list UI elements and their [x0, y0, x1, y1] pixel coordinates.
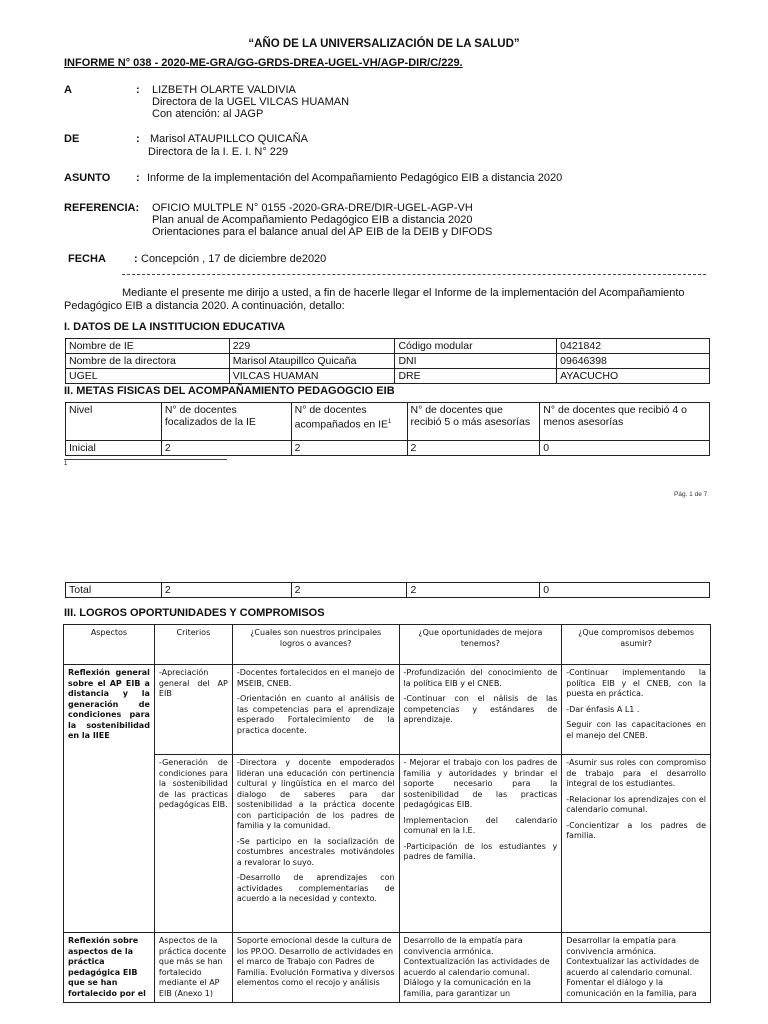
aspect-cell: Reflexión general sobre el AP EIB a distancia y la generación de condiciones para la sostenibilidad en la IIEE: [64, 665, 155, 933]
table-cell: 0421842: [557, 339, 710, 354]
table-row: [64, 665, 711, 755]
table-header-row: [66, 403, 710, 441]
compromisos-item: -Continuar implementando la política EIB y el CNEB, con la puesta en práctica.: [566, 668, 706, 698]
table-cell: 0: [540, 583, 710, 598]
metas-total-table: [65, 582, 710, 598]
logros-cell: Soporte emocional desde la cultura de los PP.OO. Desarrollo de actividades en el marco de Trabajo con Padres de Familia. Evolución Formativa y diversos elementos como el recojo y análisis: [232, 933, 399, 1003]
column-header: ¿Que oportunidades de mejora tenemos?: [399, 625, 562, 665]
table-cell: DNI: [395, 354, 557, 369]
table-cell: 2: [407, 583, 540, 598]
table-cell: AYACUCHO: [557, 369, 710, 384]
column-header: Nivel: [66, 403, 162, 441]
compromisos-cell: Desarrollar la empatía para convivencia armónica. Contextualizar las actividades de acuerdo al calendario comunal. Fomentar el diálogo y la comunicación en la familia, para: [562, 933, 711, 1003]
date-text: Concepción , 17 de diciembre de2020: [141, 253, 327, 265]
criterio-cell: -Apreciación general del AP EIB: [154, 665, 232, 755]
subject-colon: :: [136, 172, 140, 184]
to-label: A: [64, 84, 72, 96]
logros-item: -Directora y docente empoderados lideran una educación con pertinencia cultural y lingüística en el marco del dialogo de saberes para dar sostenibilidad a la práctica docente con participación de los padres de familia y la comunidad.: [236, 758, 395, 830]
table-cell: Nombre de IE: [66, 339, 230, 354]
logros-item: -Orientación en cuanto al análisis de las competencias para el aprendizaje esperado Fortalecimiento de la practica docente.: [236, 694, 395, 735]
table-row: [66, 441, 710, 456]
table-cell: 2: [161, 441, 291, 456]
compromisos-cell: [562, 665, 711, 755]
oportunidades-cell: [399, 755, 562, 933]
metas-table: [65, 402, 710, 456]
section-2-title: II. METAS FISICAS DEL ACOMPAÑAMIENTO PEDAGOGCIO EIB: [64, 385, 395, 397]
page-number: Pág. 1 de 7: [674, 491, 708, 498]
oportunidades-cell: Desarrollo de la empatía para convivencia armónica. Contextualización las actividades de acuerdo al calendario comunal. Diálogo y la comunicación en la familia, para garantizar un: [399, 933, 562, 1003]
oportunidades-item: -Profundización del conocimiento de la política EIB y el CNEB.: [403, 668, 558, 688]
to-colon: :: [136, 84, 140, 96]
logros-item: -Docentes fortalecidos en el manejo de MSEIB, CNEB.: [236, 668, 395, 688]
logros-table-viewport: [63, 624, 713, 1024]
table-cell: 229: [229, 339, 395, 354]
column-header: Criterios: [154, 625, 232, 665]
table-row: [66, 583, 710, 598]
table-cell: Marisol Ataupillco Quicaña: [229, 354, 395, 369]
from-label: DE: [64, 133, 80, 145]
subject-text: Informe de la implementación del Acompañamiento Pedagógico EIB a distancia 2020: [147, 172, 563, 184]
table-cell: Código modular: [395, 339, 557, 354]
section-3-title: III. LOGROS OPORTUNIDADES Y COMPROMISOS: [64, 607, 325, 619]
aspect-cell: Reflexión sobre aspectos de la práctica pedagógica EIB que se han fortalecido por el: [64, 933, 155, 1003]
footnote-mark: 1: [64, 461, 68, 467]
oportunidades-item: -Participación de los estudiantes y padres de familia.: [403, 841, 558, 861]
logros-cell: [232, 755, 399, 933]
table-cell: Inicial: [66, 441, 162, 456]
column-header: N° de docentes focalizados de la IE: [161, 403, 291, 441]
table-cell: 2: [291, 441, 407, 456]
footnote-ref: 1: [388, 419, 392, 425]
to-attention: Con atención: al JAGP: [152, 108, 264, 120]
reference-line-1: OFICIO MULTPLE N° 0155 -2020-GRA-DRE/DIR-UGEL-AGP-VH: [152, 202, 473, 214]
table-cell: VILCAS HUAMAN: [229, 369, 395, 384]
date-label: FECHA: [68, 253, 106, 265]
to-name: LIZBETH OLARTE VALDIVIA: [152, 84, 296, 96]
footnote-rule: [64, 459, 227, 460]
column-header: ¿Que compromisos debemos asumir?: [562, 625, 711, 665]
to-role: Directora de la UGEL VILCAS HUAMAN: [152, 96, 350, 108]
oportunidades-item: - Mejorar el trabajo con los padres de familia y autoridades y brindar el soporte necesario para la sostenibilidad de las practicas pedagógicas EIB.: [403, 758, 558, 809]
table-cell: 2: [161, 583, 291, 598]
table-row: [66, 369, 710, 384]
column-header-text: N° de docentes acompañados en IE: [294, 404, 389, 431]
table-row: [66, 339, 710, 354]
logros-item: -Se participo en la socialización de costumbres ancestrales motivándoles a revalorar lo suyo.: [236, 836, 395, 867]
criterio-cell: Aspectos de la práctica docente que más se han fortalecido mediante el AP EIB (Anexo 1): [154, 933, 232, 1003]
from-colon: :: [136, 133, 140, 145]
document-motto: “AÑO DE LA UNIVERSALIZACIÓN DE LA SALUD”: [248, 38, 520, 50]
table-cell: DRE: [395, 369, 557, 384]
intro-line-1: Mediante el presente me dirijo a usted, a fin de hacerle llegar el Informe de la implementación del Acompañamiento: [122, 287, 685, 299]
table-cell: Nombre de la directora: [66, 354, 230, 369]
compromisos-item: -Relacionar los aprendizajes con el calendario comunal.: [566, 794, 706, 814]
from-role: Directora de la I. E. I. N° 229: [148, 146, 289, 158]
table-header-row: [64, 625, 711, 665]
table-cell: 2: [291, 583, 407, 598]
logros-cell: [232, 665, 399, 755]
separator-line: [122, 274, 706, 275]
column-header: N° de docentes que recibió 5 o más asesorías: [407, 403, 540, 441]
informe-number: INFORME N° 038 - 2020-ME-GRA/GG-GRDS-DREA-UGEL-VH/AGP-DIR/C/229.: [64, 57, 463, 69]
reference-line-3: Orientaciones para el balance anual del AP EIB de la DEIB y DIFODS: [152, 226, 493, 238]
compromisos-item: -Concientizar a los padres de familia.: [566, 820, 706, 840]
table-cell: UGEL: [66, 369, 230, 384]
table-row: [64, 933, 711, 1003]
table-cell: 0: [540, 441, 710, 456]
logros-table: [63, 624, 711, 1003]
reference-label: REFERENCIA:: [64, 202, 140, 214]
intro-line-2: Pedagógico EIB a distancia 2020. A continuación, detallo:: [64, 300, 345, 312]
compromisos-item: Seguir con las capacitaciones en el manejo del CNEB.: [566, 720, 706, 740]
table-cell: 2: [407, 441, 540, 456]
compromisos-item: -Asumir sus roles con compromiso de trabajo para el desarrollo integral de los estudiantes.: [566, 758, 706, 788]
table-cell: Total: [66, 583, 162, 598]
table-row: [64, 755, 711, 933]
column-header: N° de docentes que recibió 4 o menos asesorías: [540, 403, 710, 441]
column-header: Aspectos: [64, 625, 155, 665]
compromisos-cell: [562, 755, 711, 933]
column-header: ¿Cuales son nuestros principales logros o avances?: [232, 625, 399, 665]
oportunidades-item: -Continuar con el nálisis de las competencias y estándares de aprendizaje.: [403, 694, 558, 724]
oportunidades-cell: [399, 665, 562, 755]
table-row: [66, 354, 710, 369]
table-cell: 09646398: [557, 354, 710, 369]
compromisos-item: -Dar énfasis A L1 .: [566, 704, 640, 714]
criterio-cell: -Generación de condiciones para la sostenibilidad de las practicas pedagógicas EIB.: [154, 755, 232, 933]
logros-item: -Desarrollo de aprendizajes con actividades complementarias de acuerdo a la necesidad y contexto.: [236, 873, 395, 903]
column-header: [291, 403, 407, 441]
subject-label: ASUNTO: [64, 172, 111, 184]
section-1-title: I. DATOS DE LA INSTITUCION EDUCATIVA: [64, 321, 286, 333]
reference-line-2: Plan anual de Acompañamiento Pedagógico EIB a distancia 2020: [152, 214, 473, 226]
date-colon: :: [134, 253, 138, 265]
oportunidades-item: Implementacion del calendario comunal en la I.E.: [403, 815, 558, 835]
from-name: Marisol ATAUPILLCO QUICAÑA: [150, 133, 308, 145]
institution-table: [65, 338, 710, 384]
